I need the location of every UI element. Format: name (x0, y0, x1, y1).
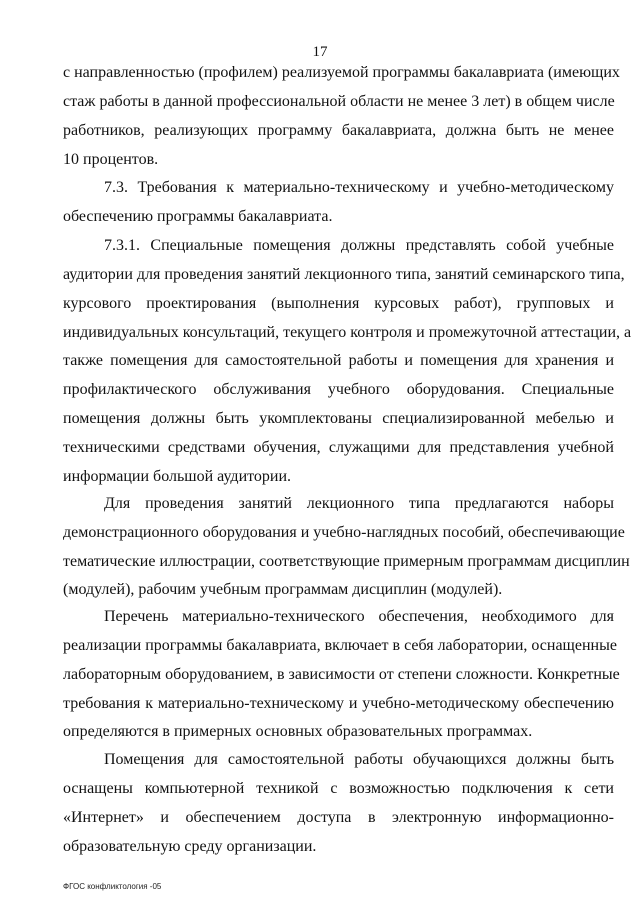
text-line: 7.3. Требования к материально-техническому и учебно-методическому (104, 179, 614, 196)
page-number: 17 (312, 44, 328, 60)
text-line: требования к материально-техническому и учебно-методическому обеспечению (63, 695, 614, 712)
text-line: тематические иллюстрации, соответствующие примерным программам дисциплин (63, 553, 630, 570)
text-line: образовательную среду организации. (63, 838, 317, 855)
text-line: (модулей), рабочим учебным программам дисциплин (модулей). (63, 581, 503, 598)
text-line: 10 процентов. (63, 151, 159, 168)
text-line: стаж работы в данной профессиональной области не менее 3 лет) в общем числе (63, 93, 615, 110)
text-line: техническими средствами обучения, служащими для представления учебной (63, 439, 614, 456)
text-line: обеспечению программы бакалавриата. (63, 208, 333, 225)
text-line: 7.3.1. Специальные помещения должны представлять собой учебные (104, 237, 614, 254)
text-line: оснащены компьютерной техникой с возможностью подключения к сети (63, 780, 614, 797)
text-line: аудитории для проведения занятий лекционного типа, занятий семинарского типа, (63, 266, 625, 283)
text-line: «Интернет» и обеспечением доступа в электронную информационно- (63, 809, 614, 826)
text-line: Помещения для самостоятельной работы обучающихся должны быть (104, 751, 614, 768)
text-line: курсового проектирования (выполнения курсовых работ), групповых и (63, 295, 614, 312)
footer-note: ФГОС конфликтология -05 (63, 882, 162, 891)
text-line: помещения должны быть укомплектованы специализированной мебелью и (63, 410, 614, 427)
text-line: индивидуальных консультаций, текущего контроля и промежуточной аттестации, а (63, 324, 632, 341)
text-line: также помещения для самостоятельной работы и помещения для хранения и (63, 352, 614, 369)
text-line: реализации программы бакалавриата, включает в себя лаборатории, оснащенные (63, 637, 617, 654)
text-line: Перечень материально-технического обеспечения, необходимого для (104, 608, 614, 625)
text-line: с направленностью (профилем) реализуемой программы бакалавриата (имеющих (63, 64, 620, 81)
text-line: демонстрационного оборудования и учебно-наглядных пособий, обеспечивающие (63, 524, 625, 541)
text-line: Для проведения занятий лекционного типа предлагаются наборы (104, 495, 614, 512)
text-line: работников, реализующих программу бакалавриата, должна быть не менее (63, 122, 614, 139)
text-line: профилактического обслуживания учебного оборудования. Специальные (63, 381, 614, 398)
text-line: информации большой аудитории. (63, 468, 292, 485)
text-line: лабораторным оборудованием, в зависимости от степени сложности. Конкретные (63, 666, 620, 683)
text-line: определяются в примерных основных образовательных программах. (63, 723, 533, 740)
